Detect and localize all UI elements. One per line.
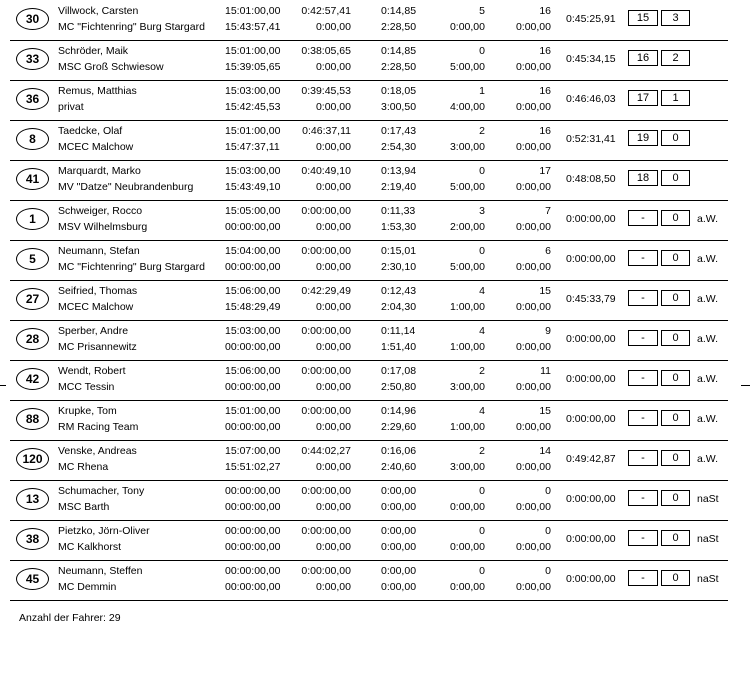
finish-time: 15:51:02,27 (225, 461, 281, 473)
points-box: 0 (661, 530, 690, 546)
finish-time: 15:43:49,10 (225, 181, 281, 193)
place-box: - (628, 490, 658, 506)
table-row (10, 360, 728, 401)
faults-penalty: 3:00,00 (449, 461, 485, 473)
start-time: 15:01:00,00 (225, 5, 281, 17)
points-box: 0 (661, 410, 690, 426)
start-time: 00:00:00,00 (225, 565, 281, 577)
laps-penalty: 0:00,00 (515, 301, 551, 313)
penalty-time: 0:00,00 (315, 101, 351, 113)
status-flag: a.W. (697, 253, 719, 265)
finish-time: 00:00:00,00 (225, 421, 281, 433)
finish-time: 00:00:00,00 (225, 501, 281, 513)
total-time: 0:00:00,00 (566, 253, 616, 265)
best-lap: 0:14,85 (381, 45, 417, 57)
start-time: 15:06:00,00 (225, 365, 281, 377)
table-row (10, 200, 728, 241)
faults-penalty: 0:00,00 (449, 541, 485, 553)
finish-time: 00:00:00,00 (225, 261, 281, 273)
status-flag: naSt (697, 573, 719, 585)
club-name: MSC Groß Schwiesow (58, 61, 164, 73)
rider-name: Taedcke, Olaf (58, 125, 123, 137)
place-box: - (628, 330, 658, 346)
average-lap: 1:53,30 (381, 221, 417, 233)
laps-penalty: 0:00,00 (515, 341, 551, 353)
average-lap: 2:50,80 (381, 381, 417, 393)
table-row (10, 240, 728, 281)
penalty-time: 0:00,00 (315, 61, 351, 73)
club-name: MCC Tessin (58, 381, 115, 393)
points-box: 0 (661, 370, 690, 386)
page-edge-mark-left (0, 385, 6, 386)
start-time: 15:04:00,00 (225, 245, 281, 257)
best-lap: 0:00,00 (381, 485, 417, 497)
laps-penalty: 0:00,00 (515, 501, 551, 513)
faults-count: 0 (479, 165, 485, 177)
start-number: 30 (16, 8, 49, 30)
start-time: 00:00:00,00 (225, 525, 281, 537)
finish-time: 15:42:45,53 (225, 101, 281, 113)
finish-time: 00:00:00,00 (225, 541, 281, 553)
total-time: 0:46:46,03 (566, 93, 616, 105)
start-time: 15:01:00,00 (225, 45, 281, 57)
finish-time: 15:43:57,41 (225, 21, 281, 33)
points-box: 0 (661, 290, 690, 306)
club-name: MV "Datze" Neubrandenburg (58, 181, 194, 193)
status-flag: a.W. (697, 213, 719, 225)
best-lap: 0:16,06 (381, 445, 417, 457)
table-row (10, 560, 728, 601)
penalty-time: 0:00,00 (315, 501, 351, 513)
points-box: 2 (661, 50, 690, 66)
laps-count: 15 (539, 405, 551, 417)
laps-penalty: 0:00,00 (515, 381, 551, 393)
place-box: 18 (628, 170, 658, 186)
rider-name: Venske, Andreas (58, 445, 137, 457)
faults-penalty: 5:00,00 (449, 61, 485, 73)
status-flag: naSt (697, 533, 719, 545)
place-box: 16 (628, 50, 658, 66)
laps-count: 7 (545, 205, 551, 217)
faults-count: 4 (479, 285, 485, 297)
place-box: 17 (628, 90, 658, 106)
laps-count: 16 (539, 5, 551, 17)
place-box: - (628, 570, 658, 586)
ride-time: 0:38:05,65 (301, 45, 351, 57)
faults-penalty: 3:00,00 (449, 141, 485, 153)
place-box: - (628, 530, 658, 546)
ride-time: 0:00:00,00 (301, 245, 351, 257)
finish-time: 15:48:29,49 (225, 301, 281, 313)
start-number: 41 (16, 168, 49, 190)
rider-name: Remus, Matthias (58, 85, 137, 97)
laps-penalty: 0:00,00 (515, 141, 551, 153)
ride-time: 0:00:00,00 (301, 565, 351, 577)
finish-time: 15:47:37,11 (225, 141, 280, 153)
penalty-time: 0:00,00 (315, 541, 351, 553)
club-name: MSC Barth (58, 501, 110, 513)
laps-penalty: 0:00,00 (515, 581, 551, 593)
laps-count: 14 (539, 445, 551, 457)
place-box: - (628, 450, 658, 466)
total-time: 0:45:25,91 (566, 13, 616, 25)
penalty-time: 0:00,00 (315, 141, 351, 153)
faults-penalty: 0:00,00 (449, 501, 485, 513)
points-box: 3 (661, 10, 690, 26)
ride-time: 0:00:00,00 (301, 485, 351, 497)
start-number: 42 (16, 368, 49, 390)
laps-count: 6 (545, 245, 551, 257)
club-name: MC "Fichtenring" Burg Stargard (58, 21, 205, 33)
total-time: 0:45:34,15 (566, 53, 616, 65)
faults-count: 4 (479, 405, 485, 417)
start-number: 45 (16, 568, 49, 590)
laps-count: 16 (539, 45, 551, 57)
ride-time: 0:00:00,00 (301, 405, 351, 417)
points-box: 0 (661, 570, 690, 586)
start-number: 120 (16, 448, 49, 470)
average-lap: 2:30,10 (381, 261, 417, 273)
laps-penalty: 0:00,00 (515, 541, 551, 553)
rider-count: Anzahl der Fahrer: 29 (19, 612, 121, 624)
laps-penalty: 0:00,00 (515, 61, 551, 73)
total-time: 0:00:00,00 (566, 413, 616, 425)
rider-name: Seifried, Thomas (58, 285, 138, 297)
total-time: 0:52:31,41 (566, 133, 616, 145)
place-box: - (628, 370, 658, 386)
average-lap: 0:00,00 (381, 581, 417, 593)
best-lap: 0:18,05 (381, 85, 417, 97)
laps-count: 17 (539, 165, 551, 177)
faults-count: 5 (479, 5, 485, 17)
best-lap: 0:17,43 (381, 125, 417, 137)
average-lap: 2:28,50 (381, 21, 417, 33)
laps-penalty: 0:00,00 (515, 221, 551, 233)
average-lap: 2:40,60 (381, 461, 417, 473)
average-lap: 0:00,00 (381, 501, 417, 513)
faults-count: 0 (479, 525, 485, 537)
average-lap: 1:51,40 (381, 341, 417, 353)
rider-name: Marquardt, Marko (58, 165, 141, 177)
start-time: 15:03:00,00 (225, 85, 281, 97)
place-box: - (628, 290, 658, 306)
start-number: 36 (16, 88, 49, 110)
table-row (10, 160, 728, 201)
best-lap: 0:13,94 (381, 165, 417, 177)
table-row (10, 400, 728, 441)
ride-time: 0:42:57,41 (301, 5, 351, 17)
points-box: 0 (661, 130, 690, 146)
place-box: - (628, 210, 658, 226)
start-number: 1 (16, 208, 49, 230)
faults-count: 4 (479, 325, 485, 337)
points-box: 1 (661, 90, 690, 106)
table-row (10, 0, 728, 41)
club-name: MC Rhena (58, 461, 109, 473)
total-time: 0:49:42,87 (566, 453, 616, 465)
laps-count: 11 (540, 365, 551, 377)
best-lap: 0:14,96 (381, 405, 417, 417)
club-name: RM Racing Team (58, 421, 139, 433)
faults-count: 2 (479, 125, 485, 137)
best-lap: 0:00,00 (381, 565, 417, 577)
average-lap: 2:04,30 (381, 301, 417, 313)
best-lap: 0:11,33 (381, 205, 416, 217)
ride-time: 0:39:45,53 (301, 85, 351, 97)
total-time: 0:00:00,00 (566, 493, 616, 505)
penalty-time: 0:00,00 (315, 581, 351, 593)
finish-time: 00:00:00,00 (225, 581, 281, 593)
penalty-time: 0:00,00 (315, 21, 351, 33)
status-flag: a.W. (697, 333, 719, 345)
laps-count: 0 (545, 485, 551, 497)
faults-count: 3 (479, 205, 485, 217)
faults-count: 2 (479, 445, 485, 457)
rider-name: Villwock, Carsten (58, 5, 139, 17)
rider-name: Schröder, Maik (58, 45, 129, 57)
average-lap: 3:00,50 (381, 101, 417, 113)
table-row (10, 280, 728, 321)
start-time: 15:06:00,00 (225, 285, 281, 297)
points-box: 0 (661, 450, 690, 466)
average-lap: 2:28,50 (381, 61, 417, 73)
club-name: privat (58, 101, 84, 113)
laps-penalty: 0:00,00 (515, 21, 551, 33)
ride-time: 0:00:00,00 (301, 525, 351, 537)
rider-name: Wendt, Robert (58, 365, 126, 377)
start-time: 00:00:00,00 (225, 485, 281, 497)
average-lap: 2:19,40 (381, 181, 417, 193)
total-time: 0:48:08,50 (566, 173, 616, 185)
faults-penalty: 5:00,00 (449, 261, 485, 273)
start-number: 88 (16, 408, 49, 430)
ride-time: 0:46:37,11 (302, 125, 351, 137)
place-box: - (628, 250, 658, 266)
laps-penalty: 0:00,00 (515, 421, 551, 433)
points-box: 0 (661, 170, 690, 186)
laps-count: 16 (539, 125, 551, 137)
start-time: 15:03:00,00 (225, 165, 281, 177)
status-flag: a.W. (697, 413, 719, 425)
status-flag: a.W. (697, 293, 719, 305)
place-box: 19 (628, 130, 658, 146)
faults-count: 0 (479, 565, 485, 577)
laps-count: 0 (545, 525, 551, 537)
rider-name: Krupke, Tom (58, 405, 117, 417)
laps-penalty: 0:00,00 (515, 461, 551, 473)
faults-penalty: 1:00,00 (449, 341, 485, 353)
penalty-time: 0:00,00 (315, 301, 351, 313)
rider-name: Schumacher, Tony (58, 485, 145, 497)
faults-penalty: 0:00,00 (449, 21, 485, 33)
laps-penalty: 0:00,00 (515, 101, 551, 113)
rider-name: Pietzko, Jörn-Oliver (58, 525, 150, 537)
best-lap: 0:12,43 (381, 285, 417, 297)
faults-penalty: 0:00,00 (449, 581, 485, 593)
ride-time: 0:42:29,49 (301, 285, 351, 297)
table-row (10, 320, 728, 361)
total-time: 0:00:00,00 (566, 573, 616, 585)
rider-name: Neumann, Stefan (58, 245, 140, 257)
table-row (10, 120, 728, 161)
page-edge-mark-right (741, 385, 750, 386)
status-flag: a.W. (697, 453, 719, 465)
faults-penalty: 2:00,00 (449, 221, 485, 233)
rider-name: Schweiger, Rocco (58, 205, 143, 217)
status-flag: naSt (697, 493, 719, 505)
penalty-time: 0:00,00 (315, 261, 351, 273)
penalty-time: 0:00,00 (315, 341, 351, 353)
total-time: 0:00:00,00 (566, 213, 616, 225)
club-name: MCEC Malchow (58, 141, 134, 153)
total-time: 0:00:00,00 (566, 533, 616, 545)
faults-count: 0 (479, 45, 485, 57)
penalty-time: 0:00,00 (315, 421, 351, 433)
ride-time: 0:00:00,00 (301, 205, 351, 217)
rider-name: Sperber, Andre (58, 325, 129, 337)
faults-count: 0 (479, 245, 485, 257)
faults-penalty: 4:00,00 (449, 101, 485, 113)
table-row (10, 80, 728, 121)
average-lap: 0:00,00 (381, 541, 417, 553)
start-time: 15:07:00,00 (225, 445, 281, 457)
ride-time: 0:00:00,00 (301, 365, 351, 377)
ride-time: 0:00:00,00 (301, 325, 351, 337)
faults-count: 2 (479, 365, 485, 377)
laps-count: 9 (545, 325, 551, 337)
start-time: 15:01:00,00 (225, 405, 281, 417)
start-time: 15:03:00,00 (225, 325, 281, 337)
faults-count: 0 (479, 485, 485, 497)
start-number: 8 (16, 128, 49, 150)
table-row (10, 520, 728, 561)
laps-penalty: 0:00,00 (515, 261, 551, 273)
finish-time: 00:00:00,00 (225, 341, 281, 353)
club-name: MCEC Malchow (58, 301, 134, 313)
best-lap: 0:00,00 (381, 525, 417, 537)
best-lap: 0:11,14 (381, 325, 416, 337)
penalty-time: 0:00,00 (315, 181, 351, 193)
club-name: MC Demmin (58, 581, 117, 593)
start-number: 13 (16, 488, 49, 510)
finish-time: 15:39:05,65 (225, 61, 281, 73)
club-name: MC "Fichtenring" Burg Stargard (58, 261, 205, 273)
faults-penalty: 3:00,00 (449, 381, 485, 393)
ride-time: 0:40:49,10 (301, 165, 351, 177)
table-row (10, 40, 728, 81)
club-name: MC Prisannewitz (58, 341, 137, 353)
club-name: MC Kalkhorst (58, 541, 122, 553)
faults-penalty: 1:00,00 (449, 301, 485, 313)
start-number: 5 (16, 248, 49, 270)
best-lap: 0:15,01 (381, 245, 417, 257)
total-time: 0:00:00,00 (566, 333, 616, 345)
best-lap: 0:14,85 (381, 5, 417, 17)
start-number: 33 (16, 48, 49, 70)
average-lap: 2:54,30 (381, 141, 417, 153)
table-row (10, 440, 728, 481)
points-box: 0 (661, 210, 690, 226)
start-number: 27 (16, 288, 49, 310)
penalty-time: 0:00,00 (315, 221, 351, 233)
points-box: 0 (661, 330, 690, 346)
faults-penalty: 1:00,00 (449, 421, 485, 433)
points-box: 0 (661, 490, 690, 506)
club-name: MSV Wilhelmsburg (58, 221, 148, 233)
penalty-time: 0:00,00 (315, 461, 351, 473)
faults-count: 1 (479, 85, 485, 97)
laps-count: 16 (539, 85, 551, 97)
points-box: 0 (661, 250, 690, 266)
start-time: 15:05:00,00 (225, 205, 281, 217)
ride-time: 0:44:02,27 (301, 445, 351, 457)
place-box: - (628, 410, 658, 426)
total-time: 0:00:00,00 (566, 373, 616, 385)
place-box: 15 (628, 10, 658, 26)
best-lap: 0:17,08 (381, 365, 417, 377)
penalty-time: 0:00,00 (315, 381, 351, 393)
laps-penalty: 0:00,00 (515, 181, 551, 193)
finish-time: 00:00:00,00 (225, 221, 281, 233)
laps-count: 15 (539, 285, 551, 297)
average-lap: 2:29,60 (381, 421, 417, 433)
start-time: 15:01:00,00 (225, 125, 281, 137)
start-number: 28 (16, 328, 49, 350)
faults-penalty: 5:00,00 (449, 181, 485, 193)
total-time: 0:45:33,79 (566, 293, 616, 305)
laps-count: 0 (545, 565, 551, 577)
rider-name: Neumann, Steffen (58, 565, 143, 577)
table-row (10, 480, 728, 521)
finish-time: 00:00:00,00 (225, 381, 281, 393)
start-number: 38 (16, 528, 49, 550)
status-flag: a.W. (697, 373, 719, 385)
